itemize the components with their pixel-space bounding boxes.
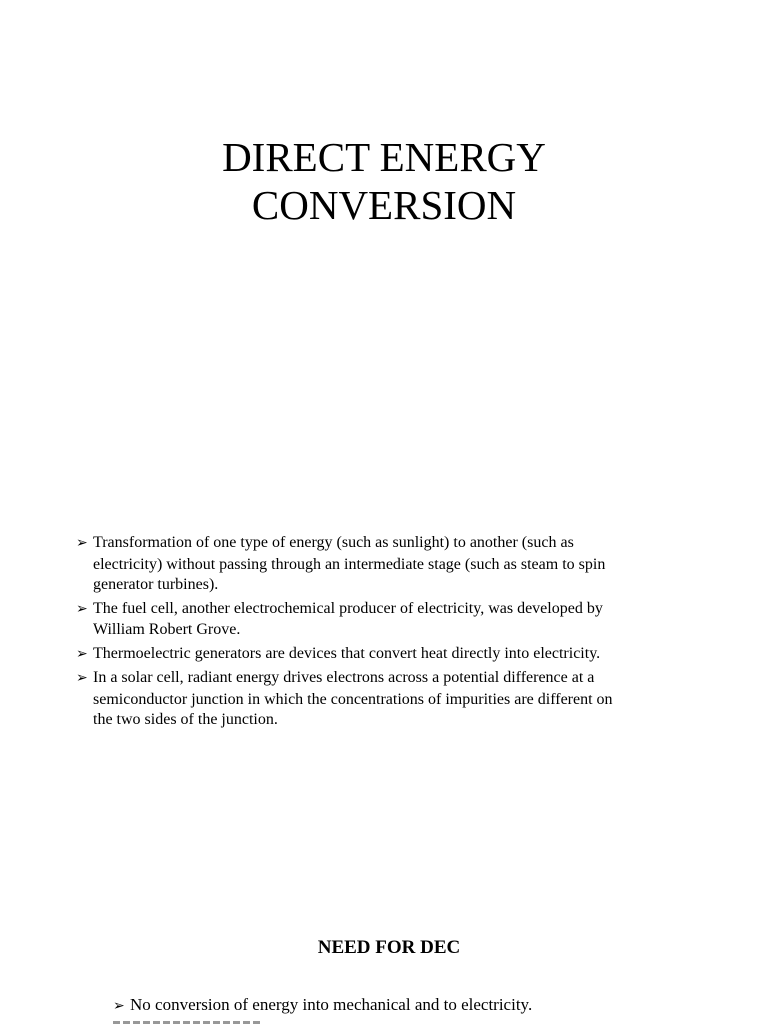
page-title-line-2: CONVERSION — [251, 182, 517, 228]
page-title-line-1: DIRECT ENERGY — [222, 134, 546, 180]
section-bullet-list — [113, 994, 713, 1021]
list-item-text: The fuel cell, another electrochemical producer of electricity, was developed by William Robert Grove. — [93, 599, 603, 638]
list-item-text: Thermoelectric generators are devices that convert heat directly into electricity. — [93, 644, 601, 662]
list-item — [76, 599, 636, 641]
cut-off-text-line — [113, 1019, 263, 1024]
arrow-bullet-icon: ➢ — [113, 999, 125, 1014]
arrow-bullet-icon: ➢ — [76, 601, 88, 617]
list-item — [76, 644, 636, 666]
list-item-text: In a solar cell, radiant energy drives electrons across a potential difference at a semiconductor junction in which the concentrations of impurities are different on the two sides of the junction. — [93, 669, 613, 728]
arrow-bullet-icon: ➢ — [76, 671, 88, 686]
list-item-text: No conversion of energy into mechanical and to electricity. — [130, 995, 533, 1014]
list-item — [113, 994, 713, 1018]
list-item — [76, 533, 636, 596]
intro-bullet-list — [76, 533, 636, 734]
list-item — [76, 668, 636, 731]
section-heading: NEED FOR DEC — [317, 937, 461, 958]
list-item-text: Transformation of one type of energy (such as sunlight) to another (such as electricity) without passing through an intermediate stage (such as steam to spin generator turbines). — [93, 534, 606, 593]
arrow-bullet-icon: ➢ — [76, 646, 88, 662]
page-title — [0, 133, 768, 229]
arrow-bullet-icon: ➢ — [76, 536, 88, 551]
